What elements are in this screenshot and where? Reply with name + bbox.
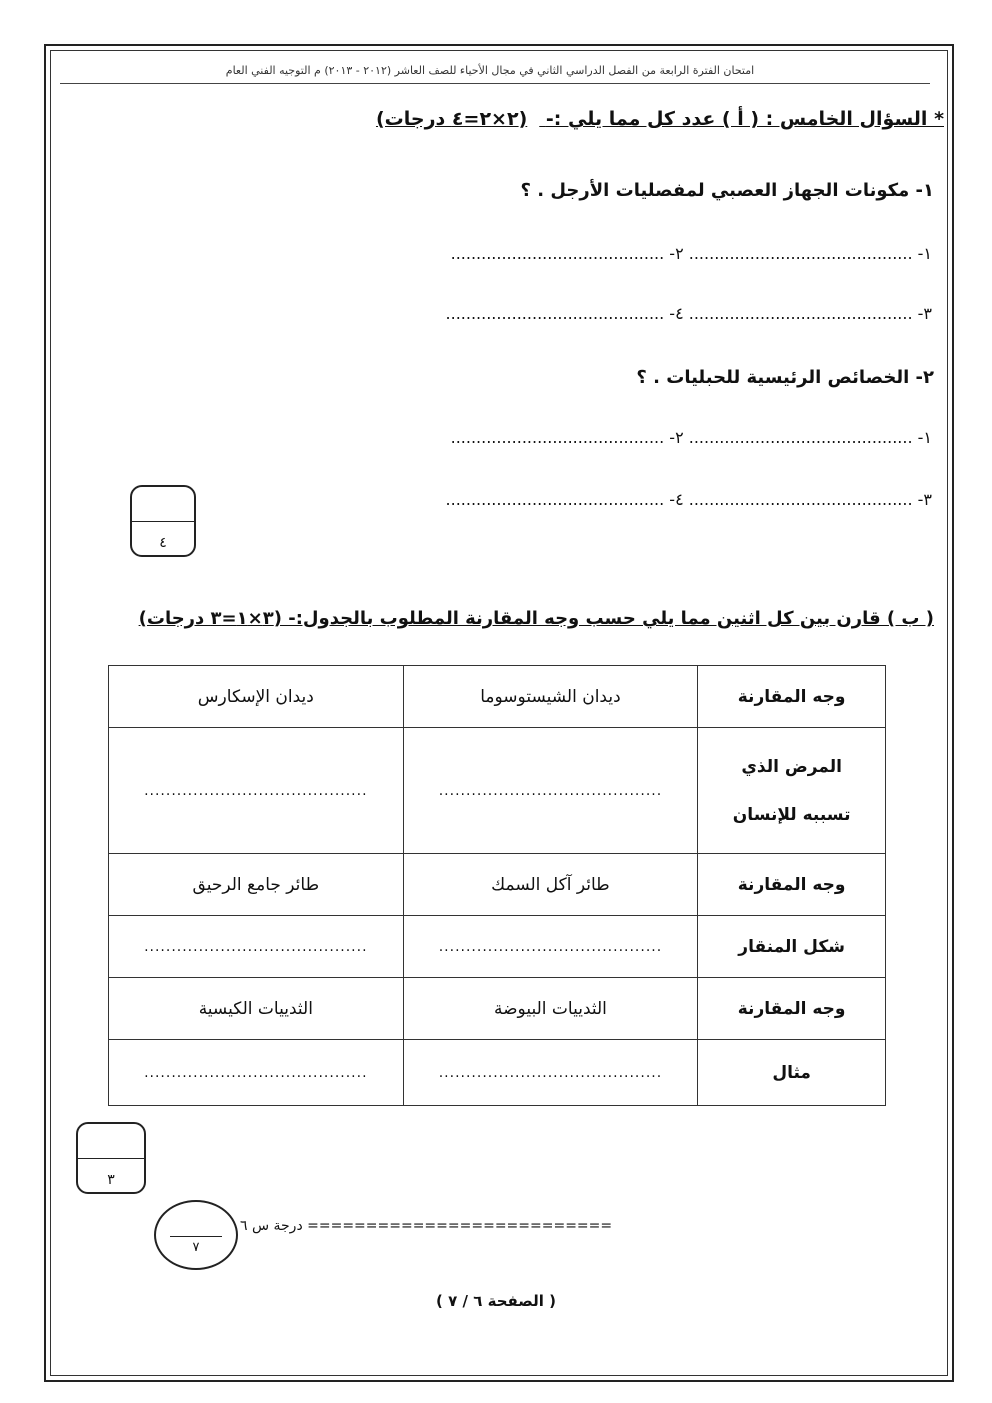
page-number: ( الصفحة ٦ / ٧ ) [436, 1292, 556, 1310]
question-five-marks: (٢×٢=٤ درجات) [375, 108, 528, 130]
table-cell: شكل المنقار [698, 916, 886, 978]
row-label-disease-b: تسببه للإنسان [732, 804, 851, 825]
answer-cell: ......................................... [109, 1040, 404, 1106]
table-row [109, 1040, 886, 1106]
table-cell: طائر جامع الرحيق [109, 854, 404, 916]
comparison-table [108, 665, 886, 1106]
q1-answer-line-2: ٣- ............................................ ٤- ........................................... [445, 304, 932, 323]
table-cell: وجه المقارنة [698, 854, 886, 916]
q2-text: ٢- الخصائص الرئيسية للحبليات . ؟ [636, 367, 934, 388]
row-label-disease-a: المرض الذي [741, 756, 842, 777]
answer-cell: ......................................... [403, 728, 698, 854]
table-cell [698, 728, 886, 854]
score-box-b-value: ٣ [107, 1172, 115, 1188]
question-five-label: * السؤال الخامس : ( أ ) عدد كل مما يلي :- [545, 108, 944, 130]
table-row [109, 666, 886, 728]
table-cell: الثدييات الكيسية [109, 978, 404, 1040]
answer-cell: ......................................... [403, 1040, 698, 1106]
total-score-value: ٧ [192, 1240, 200, 1255]
answer-cell: ......................................... [403, 916, 698, 978]
score-box-b [76, 1122, 146, 1194]
table-cell: وجه المقارنة [698, 978, 886, 1040]
table-cell: وجه المقارنة [698, 666, 886, 728]
answer-cell: ......................................... [109, 916, 404, 978]
answer-cell: ......................................... [109, 728, 404, 854]
table-cell: الثدييات البيوضة [403, 978, 698, 1040]
score-box-a [130, 485, 196, 557]
section-b-title: ( ب ) قارن بين كل اثنين مما يلي حسب وجه المقارنة المطلوب بالجدول:- (٣×١=٣ درجات) [138, 608, 934, 629]
table-row [109, 916, 886, 978]
total-score-circle [154, 1200, 238, 1270]
table-cell: طائر آكل السمك [403, 854, 698, 916]
q2-answer-line-1: ١- ............................................ ٢- .......................................... [450, 428, 932, 447]
total-score-label: ========================== درجة س ٦ [240, 1218, 613, 1234]
score-box-a-value: ٤ [159, 535, 167, 551]
q2-answer-line-2: ٣- ............................................ ٤- ........................................... [445, 490, 932, 509]
table-row [109, 978, 886, 1040]
header-divider [60, 83, 930, 84]
table-row [109, 728, 886, 854]
q1-text: ١- مكونات الجهاز العصبي لمفصليات الأرجل . ؟ [520, 180, 934, 201]
q1-answer-line-1: ١- ............................................ ٢- .......................................... [450, 244, 932, 263]
table-cell: ديدان الإسكارس [109, 666, 404, 728]
question-five-title [376, 108, 944, 130]
exam-header: امتحان الفترة الرابعة من الفصل الدراسي الثاني في مجال الأحياء للصف العاشر (٢٠١٢ - ٢٠١٣) م التوجيه الفني العام [225, 64, 755, 77]
table-cell: مثال [698, 1040, 886, 1106]
table-row [109, 854, 886, 916]
table-cell: ديدان الشيستوسوما [403, 666, 698, 728]
